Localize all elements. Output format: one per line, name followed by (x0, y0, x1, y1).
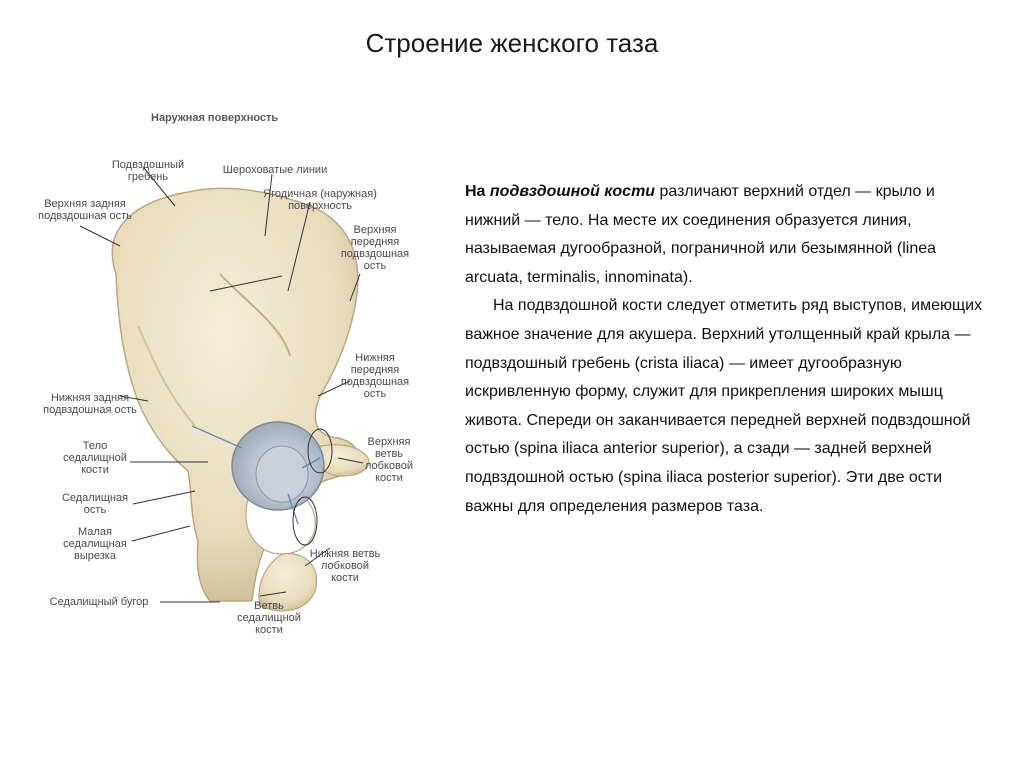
label-ischial-spine: Седалищная ость (61, 492, 129, 516)
label-rough-lines: Шероховатые линии (222, 164, 328, 176)
p1-rest: различают верхний отдел — крыло и нижний — тело. На месте их соединения образуется линия, называемая дугообразной, пограничной или безымянной (linea arcuata, terminalis, innominata). (465, 183, 937, 286)
label-superior-pubic-ramus: Верхняя ветвь лобковой кости (365, 436, 413, 484)
label-ischial-tuberosity: Седалищный бугор (49, 596, 149, 608)
figure-heading: Наружная поверхность (151, 112, 279, 124)
p1-term: подвздошной кости (489, 183, 656, 200)
p1-lead: На (465, 183, 486, 200)
label-inferior-pubic-ramus: Нижняя ветвь лобковой кости (309, 548, 381, 584)
label-anterior-superior-spine: Верхняя передняя подвздошная ость (340, 224, 410, 272)
body-text (465, 178, 985, 521)
slide-title: Строение женского таза (365, 28, 659, 58)
label-iliac-crest: Подвздошный гребень (111, 159, 185, 183)
label-anterior-inferior-spine: Нижняя передняя подвздошная ость (340, 352, 410, 400)
label-posterior-superior-spine: Верхняя задняя подвздошная ость (38, 198, 132, 222)
label-posterior-inferior-spine: Нижняя задняя подвздошная ость (43, 392, 137, 416)
paragraph-1 (465, 178, 985, 292)
label-lesser-sciatic-notch: Малая седалищная вырезка (63, 526, 127, 562)
pelvis-figure (20, 96, 450, 656)
paragraph-2: На подвздошной кости следует отметить ряд выступов, имеющих важное значение для акушера. Верхний утолщенный край крыла — подвздошный гребень (crista iliaca) — имеет дугообразную искривленную форму, служит для прикрепления широких мышц живота. Спереди он заканчивается передней верхней подвздошной остью (spina iliaca anterior superior), а сзади — задней верхней подвздошной остью (spina iliaca posterior superior). Эти две ости важны для определения размеров таза. (465, 297, 983, 515)
label-ischium-body: Тело седалищной кости (63, 440, 127, 476)
label-ischial-ramus: Ветвь седалищной кости (237, 600, 301, 636)
label-gluteal-surface: Ягодичная (наружная) поверхность (263, 188, 377, 212)
